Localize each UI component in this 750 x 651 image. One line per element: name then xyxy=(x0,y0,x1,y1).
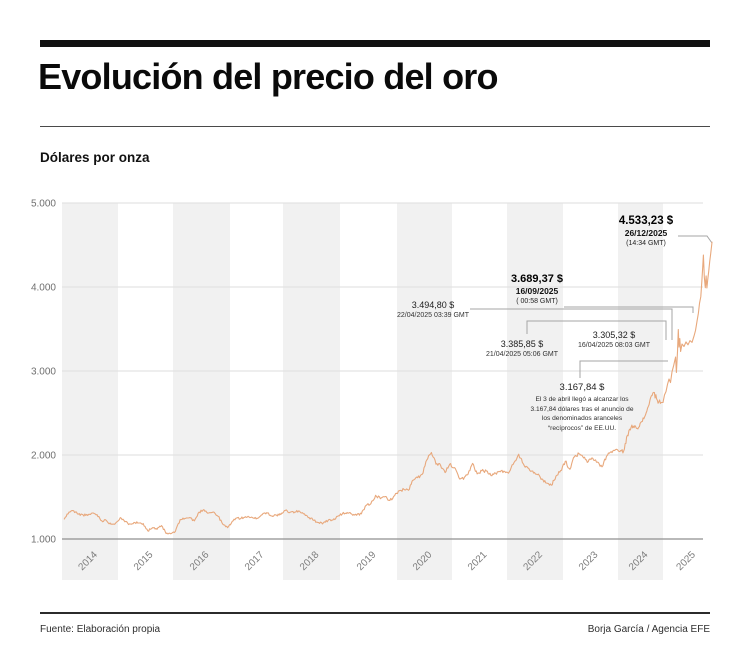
y-tick-label: 3.000 xyxy=(30,366,56,378)
annotation-time: (14:34 GMT) xyxy=(626,240,666,247)
x-tick-label: 2025 xyxy=(674,549,698,573)
x-tick-label: 2015 xyxy=(131,549,156,573)
x-tick-label: 2014 xyxy=(76,549,100,573)
y-tick-label: 1.000 xyxy=(30,534,56,546)
x-tick-label: 2017 xyxy=(242,549,267,573)
annotation-value: 4.533,23 $ xyxy=(618,215,674,227)
year-band xyxy=(283,203,340,580)
x-tick-label: 2023 xyxy=(576,549,601,573)
x-tick-label: 2019 xyxy=(354,549,379,573)
annotation-record-3385 xyxy=(486,338,558,359)
annotation-value: 3.167,84 $ xyxy=(559,382,605,393)
annotation-note: El 3 de abril llegó a alcanzar los 3.167,84 dólares tras el anuncio de los denominados aranceles “recíprocos” de EE.UU. xyxy=(530,396,634,432)
annotation-value: 3.494,80 $ xyxy=(411,300,455,310)
annotation-record-4533 xyxy=(619,215,673,248)
year-band xyxy=(397,203,452,580)
annotation-date: 16/04/2025 08:03 GMT xyxy=(578,342,650,349)
annotation-date: 16/09/2025 xyxy=(515,286,559,296)
x-tick-label: 2024 xyxy=(626,549,651,573)
annotation-value: 3.385,85 $ xyxy=(500,339,544,349)
annotation-record-3689 xyxy=(511,273,563,306)
author-credit: Borja García / Agencia EFE xyxy=(587,624,710,635)
annotation-date: 26/12/2025 xyxy=(624,228,668,238)
year-band xyxy=(173,203,230,580)
annotation-record-3305 xyxy=(578,329,650,350)
footer-divider xyxy=(40,612,710,614)
x-tick-label: 2022 xyxy=(521,549,545,573)
y-axis-labels xyxy=(31,199,56,546)
annotation-time: ( 00:58 GMT) xyxy=(516,298,558,305)
x-tick-label: 2021 xyxy=(465,549,490,573)
annotation-date: 21/04/2025 05:06 GMT xyxy=(486,351,558,358)
page-title: Evolución del precio del oro xyxy=(38,56,498,97)
y-tick-label: 4.000 xyxy=(30,282,56,294)
x-tick-label: 2020 xyxy=(410,549,435,573)
chart-unit-label: Dólares por onza xyxy=(40,150,150,165)
x-axis-labels xyxy=(76,549,698,573)
x-tick-label: 2016 xyxy=(187,549,212,573)
x-tick-label: 2018 xyxy=(297,549,322,573)
annotation-date: 22/04/2025 03:39 GMT xyxy=(397,312,469,319)
y-tick-label: 2.000 xyxy=(30,450,56,462)
y-tick-label: 5.000 xyxy=(30,198,56,210)
annotation-value: 3.689,37 $ xyxy=(511,273,563,285)
source-credit: Fuente: Elaboración propia xyxy=(40,624,161,635)
connector-4533 xyxy=(678,236,712,243)
annotation-record-3167 xyxy=(528,381,636,433)
annotation-value: 3.305,32 $ xyxy=(592,330,636,340)
annotation-record-3494 xyxy=(397,299,469,320)
